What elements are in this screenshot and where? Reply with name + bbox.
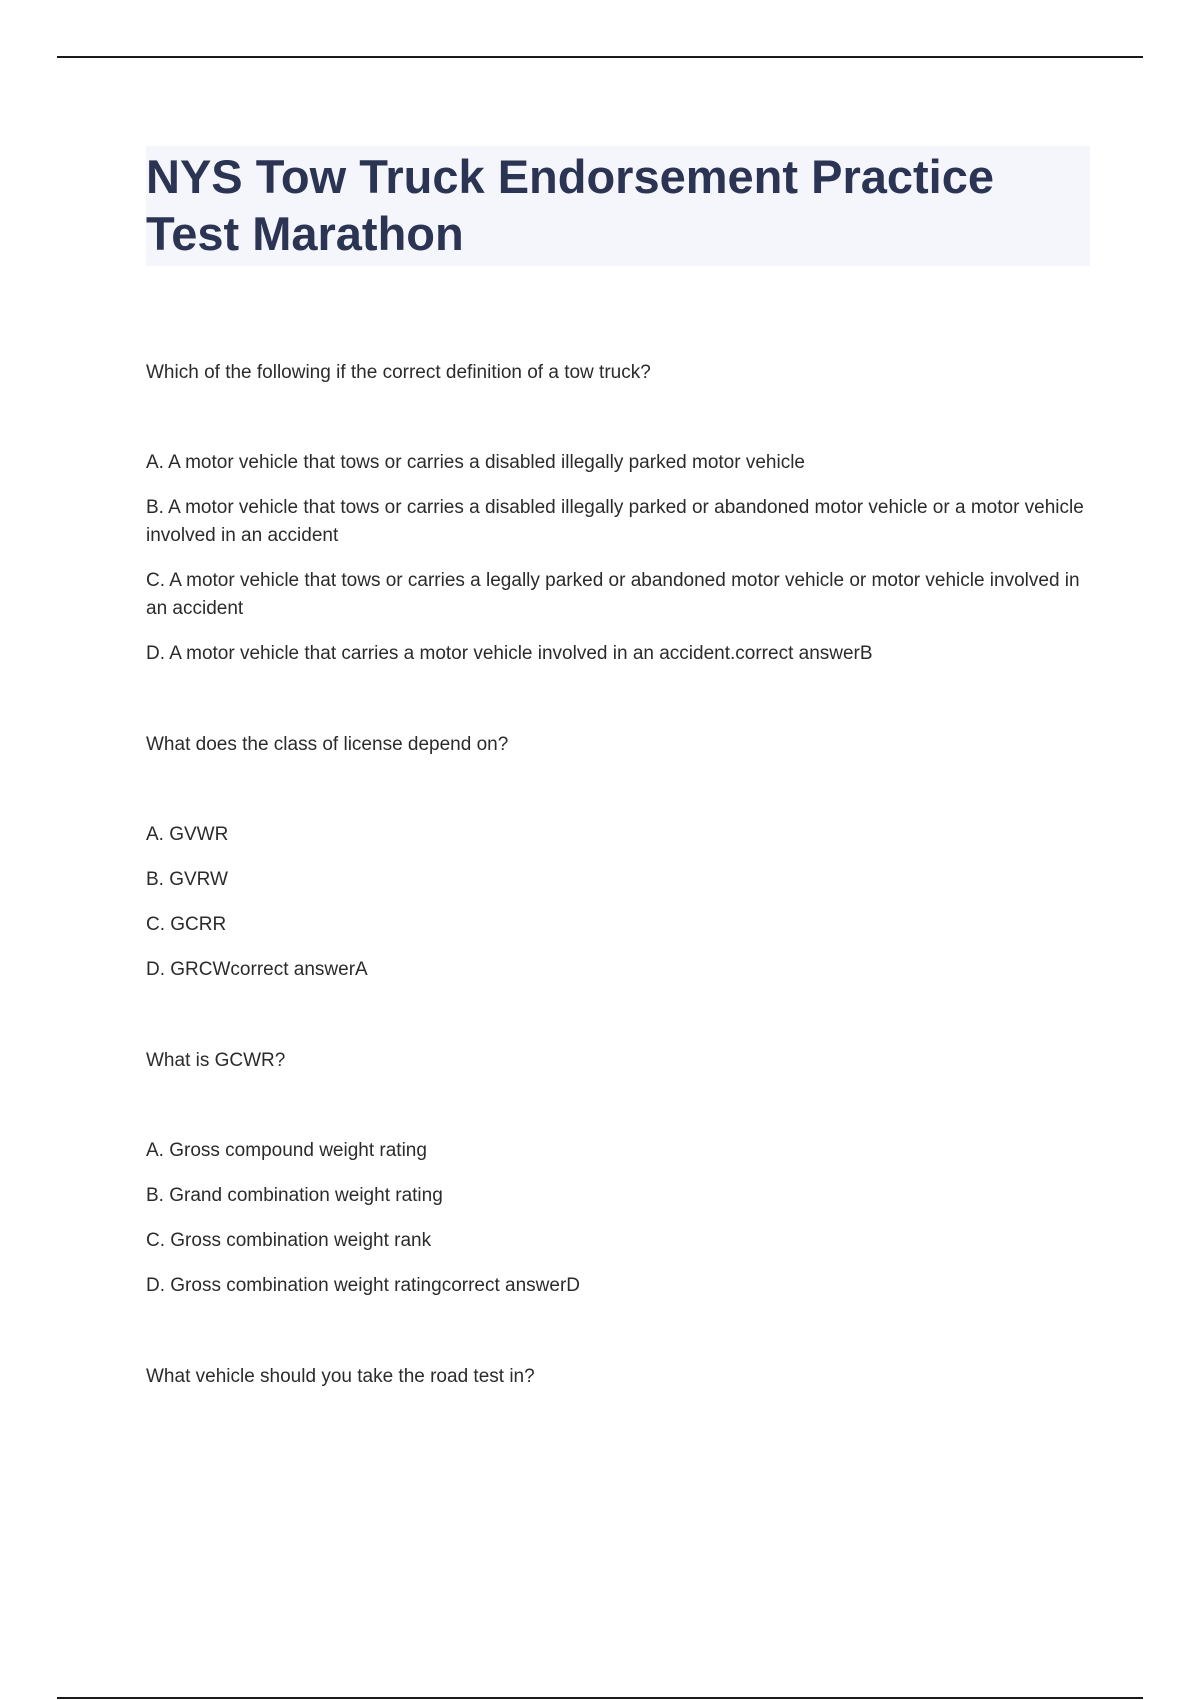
bottom-rule: [57, 1697, 1143, 1699]
document-body: [146, 146, 1090, 1391]
option-item: D. GRCWcorrect answerA: [146, 959, 368, 980]
question-3: What is GCWR?: [146, 1050, 286, 1071]
option-item: B. A motor vehicle that tows or carries a disabled illegally parked or abandoned motor vehicle or a motor vehicle involved in an accident: [146, 497, 1084, 546]
option-item: B. GVRW: [146, 869, 228, 890]
option-item: C. GCRR: [146, 914, 227, 935]
option-item: C. Gross combination weight rank: [146, 1230, 432, 1251]
question-1-options: [146, 449, 1090, 668]
option-item: A. Gross compound weight rating: [146, 1140, 427, 1161]
question-4: What vehicle should you take the road test in?: [146, 1366, 535, 1387]
option-item: C. A motor vehicle that tows or carries a legally parked or abandoned motor vehicle or motor vehicle involved in an accident: [146, 570, 1080, 619]
option-item: A. A motor vehicle that tows or carries a disabled illegally parked motor vehicle: [146, 452, 805, 473]
question-2-options: [146, 821, 1090, 984]
option-item: B. Grand combination weight rating: [146, 1185, 443, 1206]
question-1: Which of the following if the correct definition of a tow truck?: [146, 362, 651, 383]
question-3-options: [146, 1137, 1090, 1300]
option-item: A. GVWR: [146, 824, 229, 845]
title-banner: [146, 146, 1090, 266]
qa-list: [146, 359, 1090, 1391]
document-title: NYS Tow Truck Endorsement Practice Test Marathon: [146, 150, 994, 260]
top-rule: [57, 56, 1143, 58]
option-item: D. Gross combination weight ratingcorrect answerD: [146, 1275, 581, 1296]
question-2: What does the class of license depend on?: [146, 734, 509, 755]
option-item: D. A motor vehicle that carries a motor vehicle involved in an accident.correct answerB: [146, 643, 873, 664]
